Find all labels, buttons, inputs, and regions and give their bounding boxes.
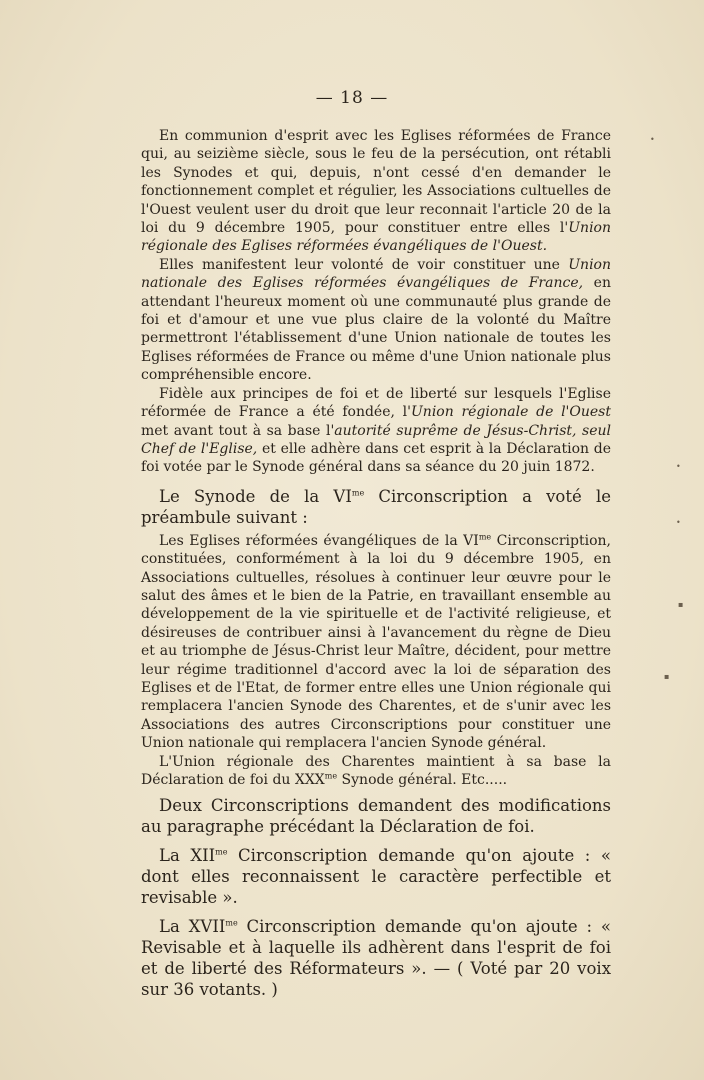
paragraph-2-text-a: Elles manifestent leur volonté de voir constituer une bbox=[159, 256, 569, 273]
paragraph-9-text-a: La XVII bbox=[159, 917, 226, 937]
paragraph-8-text-a: La XII bbox=[159, 846, 216, 866]
paragraph-4-text-a: Le Synode de la VI bbox=[159, 486, 352, 506]
paragraph-3 bbox=[141, 385, 611, 477]
paragraph-7: Deux Circonscriptions demandent des modifications au paragraphe précédant la Déclaration de foi. bbox=[141, 796, 611, 837]
paragraph-8-sup: me bbox=[215, 847, 228, 857]
paragraph-1-italic: Union régionale des Eglises réformées évangéliques de l'Ouest. bbox=[141, 220, 611, 255]
paragraph-4-sup: me bbox=[351, 488, 365, 498]
paragraph-5-sup: me bbox=[478, 532, 492, 542]
paragraph-5-text-a: Les Eglises réformées évangéliques de la VI bbox=[159, 532, 479, 549]
paragraph-9-sup: me bbox=[225, 918, 238, 928]
paragraph-3-text-b: met avant tout à sa base l' bbox=[141, 422, 335, 439]
paragraph-2 bbox=[141, 256, 611, 385]
paragraph-4-heading bbox=[141, 486, 611, 528]
paragraph-5-quote bbox=[141, 532, 611, 753]
paragraph-3-text-a: Fidèle aux principes de foi et de liberté sur lesquels l'Eglise réformée de France a été fondée, l' bbox=[141, 385, 611, 421]
paper-speck: • bbox=[676, 518, 681, 527]
paper-speck: ▪ bbox=[678, 600, 684, 609]
paragraph-3-italic-1: Union régionale de l'Ouest bbox=[411, 404, 611, 421]
paragraph-2-italic: Union nationale des Eglises réformées évangéliques de France, bbox=[141, 256, 611, 292]
paragraph-8-text-b: Circonscription demande qu'on ajoute : « dont elles reconnaissent le caractère perfectible et revisable ». bbox=[141, 846, 612, 908]
paragraph-6-quote bbox=[141, 753, 611, 790]
paragraph-6-text-b: Synode général. Etc..... bbox=[337, 772, 508, 788]
paper-speck: • bbox=[650, 135, 655, 144]
paragraph-8 bbox=[141, 845, 611, 908]
paragraph-6-sup: me bbox=[324, 771, 338, 781]
paragraph-4-text-b: Circonscription a voté le préambule suivant : bbox=[141, 486, 611, 527]
paper-speck: ▪ bbox=[664, 672, 670, 681]
paragraph-3-italic-2: autorité suprême de Jésus-Christ, seul Chef de l'Eglise, bbox=[141, 422, 612, 457]
paragraph-2-text-b: en attendant l'heureux moment où une communauté plus grande de foi et d'amour et une vue plus claire de la volonté du Maître permettront l'établissement d'une Union nationale de toutes les Eglises réformées de France ou même d'une Union nationale plus compréhensible encore. bbox=[141, 275, 611, 384]
paragraph-1 bbox=[141, 127, 611, 256]
body-text bbox=[141, 127, 611, 1000]
paragraph-3-text-c: et elle adhère dans cet esprit à la Déclaration de foi votée par le Synode général dans sa séance du 20 juin 1872. bbox=[141, 440, 611, 476]
paragraph-9-text-b: Circonscription demande qu'on ajoute : « Revisable et à laquelle ils adhèrent dans l'esprit de foi et de liberté des Réformateurs ». — ( Voté par 20 voix sur 36 votants. ) bbox=[141, 917, 611, 1000]
paragraph-5-text-b: Circonscription, constituées, conformément à la loi du 9 décembre 1905, en Associations cultuelles, résolues à continuer leur œuvre pour le salut des âmes et le bien de la Patrie, en travaillant ensemble au développement de la vie spirituelle et de l'activité religieuse, et désireuses de contribuer ainsi à l'avancement du règne de Dieu et au triomphe de Jésus-Christ leur Maître, décident, pour mettre leur régime traditionnel d'accord avec la loi de séparation des Eglises et de l'Etat, de former entre elles une Union régionale qui remplacera l'ancien Synode des Charentes, et de s'unir avec les Associations des autres Circonscriptions pour constituer une Union nationale qui remplacera l'ancien Synode général. bbox=[141, 532, 611, 752]
paragraph-9 bbox=[141, 916, 611, 1000]
paragraph-1-text: En communion d'esprit avec les Eglises réformées de France qui, au seizième siècle, sous le feu de la persécution, ont rétabli les Synodes et qui, depuis, n'ont cessé d'en demander le fonctionnement complet et régulier, les Associations cultuelles de l'Ouest veulent user du droit que leur reconnait l'article 20 de la loi du 9 décembre 1905, pour constituer entre elles l' bbox=[141, 128, 611, 237]
page-number: — 18 — bbox=[315, 88, 389, 108]
paragraph-6-text-a: L'Union régionale des Charentes maintient à sa base la Déclaration de foi du XXX bbox=[141, 753, 611, 788]
paper-speck: • bbox=[676, 462, 681, 471]
